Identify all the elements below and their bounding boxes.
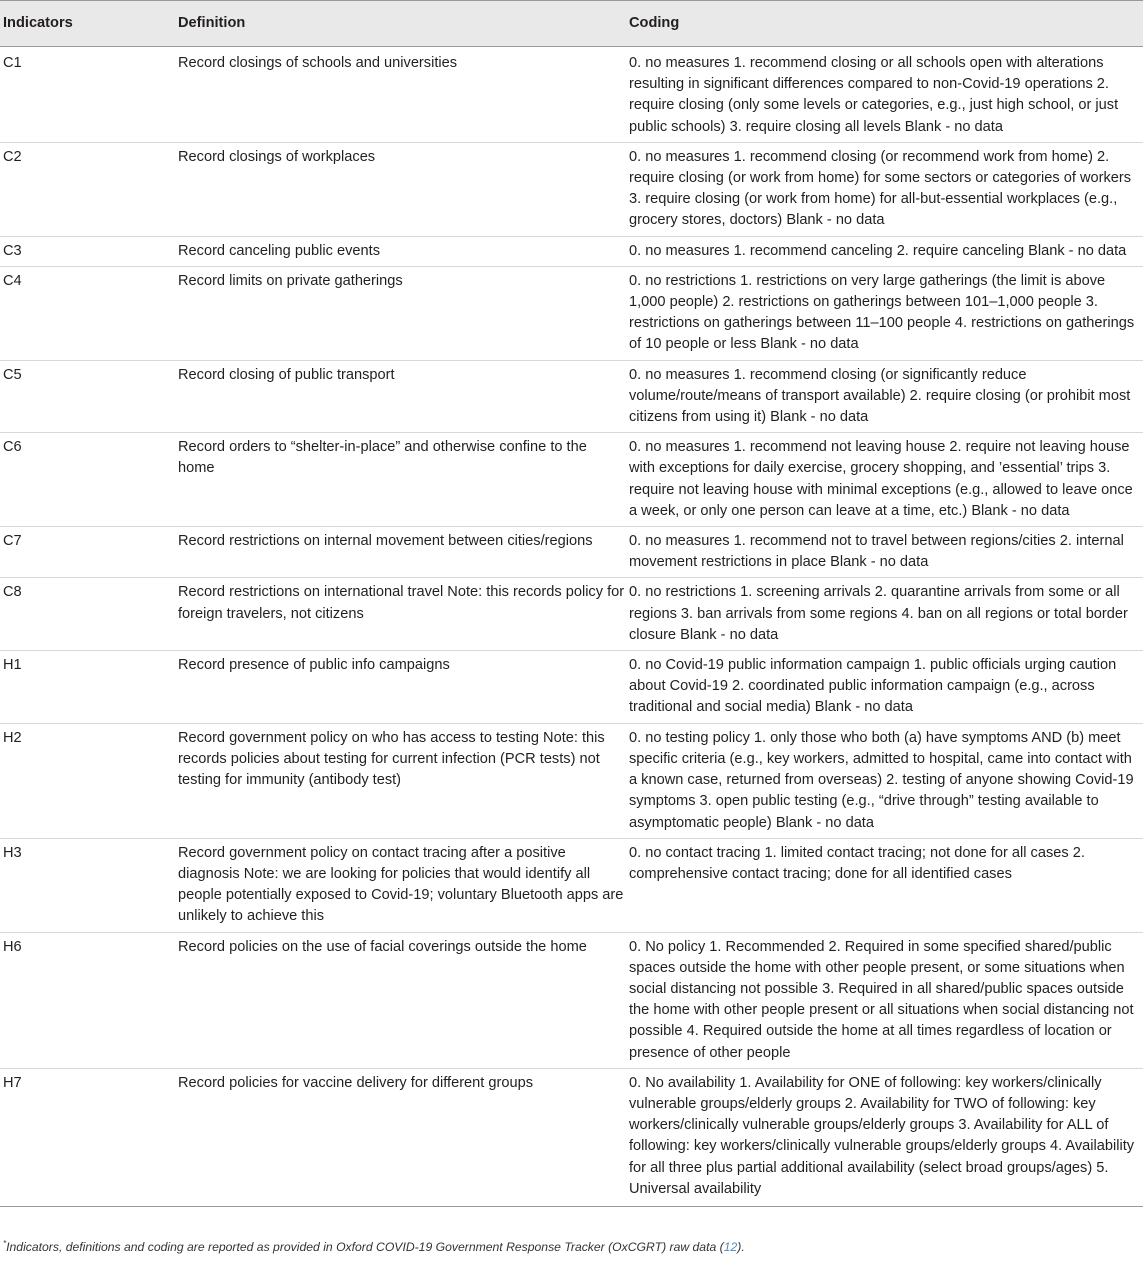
table-row bbox=[0, 47, 1143, 143]
coding-cell: 0. no testing policy 1. only those who both (a) have symptoms AND (b) meet specific criteria (e.g., key workers, admitted to hospital, came into contact with a known case, returned from overseas) 2. testing of anyone showing Covid-19 symptoms 3. open public testing (e.g., “drive through” testing available to asymptomatic people) Blank - no data bbox=[629, 723, 1143, 838]
definition-cell: Record closings of workplaces bbox=[178, 142, 629, 236]
table-row bbox=[0, 838, 1143, 932]
table-row bbox=[0, 932, 1143, 1068]
coding-cell: 0. no restrictions 1. restrictions on very large gatherings (the limit is above 1,000 people) 2. restrictions on gatherings between 101–1,000 people 3. restrictions on gatherings between 11–100 people 4. restrictions on gatherings of 10 people or less Blank - no data bbox=[629, 266, 1143, 360]
indicator-cell: H1 bbox=[0, 651, 178, 724]
definition-cell: Record policies on the use of facial coverings outside the home bbox=[178, 932, 629, 1068]
coding-cell: 0. no measures 1. recommend closing (or recommend work from home) 2. require closing (or work from home) for some sectors or categories of workers 3. require closing (or work from home) for all-but-essential workplaces (e.g., grocery stores, doctors) Blank - no data bbox=[629, 142, 1143, 236]
indicator-cell: H3 bbox=[0, 838, 178, 932]
footnote-closing: ). bbox=[737, 1240, 745, 1254]
header-coding: Coding bbox=[629, 1, 1143, 47]
table-row bbox=[0, 142, 1143, 236]
definition-cell: Record orders to “shelter-in-place” and otherwise confine to the home bbox=[178, 433, 629, 527]
indicator-cell: C2 bbox=[0, 142, 178, 236]
table-row bbox=[0, 266, 1143, 360]
coding-cell: 0. No availability 1. Availability for ONE of following: key workers/clinically vulnerable groups/elderly groups 2. Availability for TWO of following: key workers/clinically vulnerable groups/elderly groups 3. Availability for ALL of following: key workers/clinically vulnerable groups/elderly groups 4. Availability for all three plus partial additional availability (select broad groups/ages) 5. Universal availability bbox=[629, 1068, 1143, 1206]
indicator-cell: H7 bbox=[0, 1068, 178, 1206]
coding-cell: 0. no measures 1. recommend closing or all schools open with alterations resulting in significant differences compared to non-Covid-19 operations 2. require closing (only some levels or categories, e.g., just high school, or just public schools) 3. require closing all levels Blank - no data bbox=[629, 47, 1143, 143]
table-row bbox=[0, 1068, 1143, 1206]
header-definition: Definition bbox=[178, 1, 629, 47]
coding-cell: 0. no measures 1. recommend closing (or significantly reduce volume/route/means of transport available) 2. require closing (or prohibit most citizens from using it) Blank - no data bbox=[629, 360, 1143, 433]
indicator-cell: H2 bbox=[0, 723, 178, 838]
footnote-text: Indicators, definitions and coding are reported as provided in Oxford COVID-19 Government Response Tracker (OxCGRT) raw data ( bbox=[6, 1240, 724, 1254]
indicator-cell: C1 bbox=[0, 47, 178, 143]
definition-cell: Record government policy on contact tracing after a positive diagnosis Note: we are looking for policies that would identify all people potentially exposed to Covid-19; voluntary Bluetooth apps are unlikely to achieve this bbox=[178, 838, 629, 932]
definition-cell: Record restrictions on international travel Note: this records policy for foreign travelers, not citizens bbox=[178, 578, 629, 651]
table-row bbox=[0, 723, 1143, 838]
definition-cell: Record presence of public info campaigns bbox=[178, 651, 629, 724]
table-header-row bbox=[0, 1, 1143, 47]
reference-link[interactable]: 12 bbox=[723, 1240, 738, 1254]
indicator-cell: C4 bbox=[0, 266, 178, 360]
coding-cell: 0. no Covid-19 public information campaign 1. public officials urging caution about Covid-19 2. coordinated public information campaign (e.g., across traditional and social media) Blank - no data bbox=[629, 651, 1143, 724]
table-body bbox=[0, 47, 1143, 1207]
table-row bbox=[0, 651, 1143, 724]
table-header bbox=[0, 1, 1143, 47]
coding-cell: 0. no measures 1. recommend not to travel between regions/cities 2. internal movement restrictions in place Blank - no data bbox=[629, 527, 1143, 578]
footnote-marker: * bbox=[3, 1238, 7, 1248]
coding-cell: 0. no measures 1. recommend canceling 2. require canceling Blank - no data bbox=[629, 236, 1143, 266]
definition-cell: Record closings of schools and universities bbox=[178, 47, 629, 143]
definition-cell: Record limits on private gatherings bbox=[178, 266, 629, 360]
coding-cell: 0. no measures 1. recommend not leaving house 2. require not leaving house with exceptions for daily exercise, grocery shopping, and ’essential’ trips 3. require not leaving house with minimal exceptions (e.g., allowed to leave once a week, or only one person can leave at a time, etc.) Blank - no data bbox=[629, 433, 1143, 527]
table-row bbox=[0, 360, 1143, 433]
indicator-cell: H6 bbox=[0, 932, 178, 1068]
indicator-cell: C3 bbox=[0, 236, 178, 266]
indicator-cell: C7 bbox=[0, 527, 178, 578]
table-footnote bbox=[3, 1240, 745, 1254]
definition-cell: Record closing of public transport bbox=[178, 360, 629, 433]
header-indicators: Indicators bbox=[0, 1, 178, 47]
definition-cell: Record government policy on who has access to testing Note: this records policies about testing for current infection (PCR tests) not testing for immunity (antibody test) bbox=[178, 723, 629, 838]
table-row bbox=[0, 527, 1143, 578]
table-row bbox=[0, 236, 1143, 266]
table-row bbox=[0, 433, 1143, 527]
indicator-cell: C5 bbox=[0, 360, 178, 433]
definition-cell: Record policies for vaccine delivery for different groups bbox=[178, 1068, 629, 1206]
table-row bbox=[0, 578, 1143, 651]
indicator-cell: C6 bbox=[0, 433, 178, 527]
coding-cell: 0. no restrictions 1. screening arrivals 2. quarantine arrivals from some or all regions 3. ban arrivals from some regions 4. ban on all regions or total border closure Blank - no data bbox=[629, 578, 1143, 651]
coding-cell: 0. no contact tracing 1. limited contact tracing; not done for all cases 2. comprehensive contact tracing; done for all identified cases bbox=[629, 838, 1143, 932]
coding-cell: 0. No policy 1. Recommended 2. Required in some specified shared/public spaces outside the home with other people present, or some situations when social distancing not possible 3. Required in all shared/public spaces outside the home with other people present or all situations when social distancing not possible 4. Required outside the home at all times regardless of location or presence of other people bbox=[629, 932, 1143, 1068]
indicator-cell: C8 bbox=[0, 578, 178, 651]
definition-cell: Record canceling public events bbox=[178, 236, 629, 266]
definition-cell: Record restrictions on internal movement between cities/regions bbox=[178, 527, 629, 578]
